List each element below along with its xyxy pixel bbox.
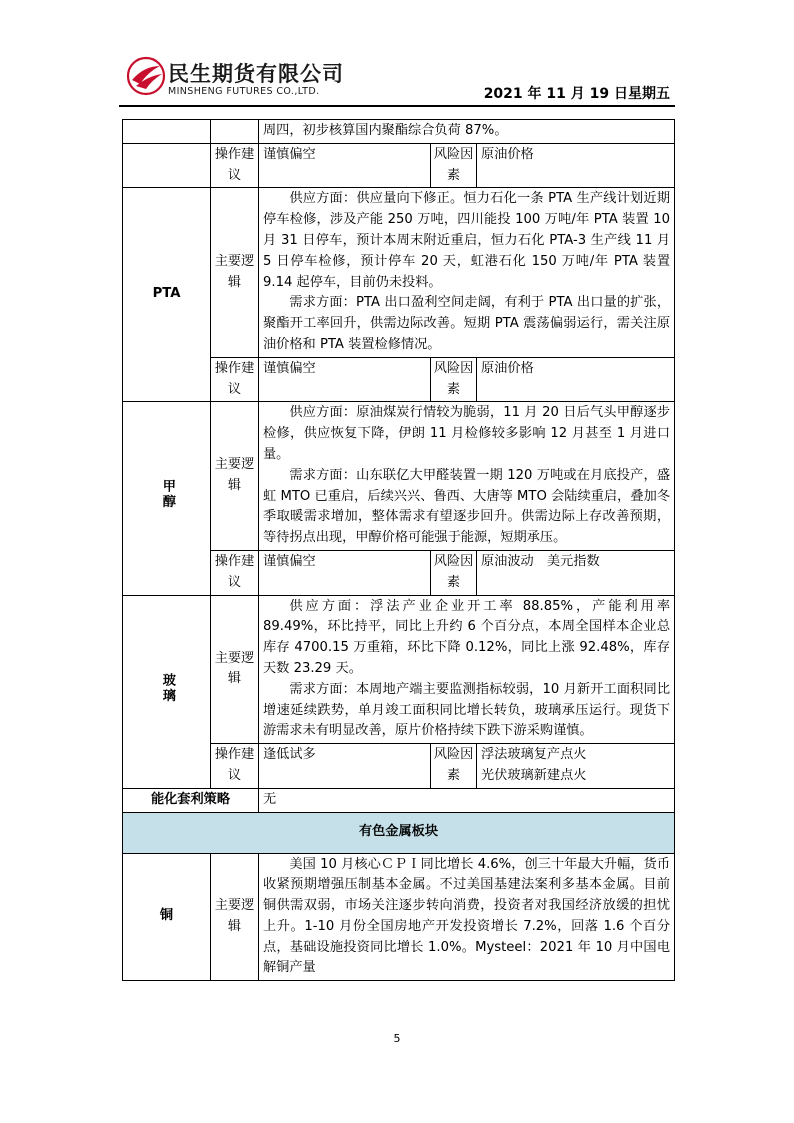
logic-content: [259, 402, 675, 551]
op-value: 谨慎偏空: [259, 143, 431, 188]
risk-label: 风险因素: [431, 550, 477, 595]
logic-label: 主要逻辑: [211, 402, 259, 551]
header-divider: [119, 105, 675, 107]
continued-text: 周四，初步核算国内聚酯综合负荷 87%。: [259, 120, 675, 144]
page-number: 5: [393, 1032, 401, 1045]
glass-title: 玻璃: [159, 672, 175, 703]
risk-value-line: 浮法玻璃复产点火: [481, 747, 587, 763]
product-name-pta: PTA: [123, 188, 211, 402]
product-name-copper: 铜: [123, 853, 211, 981]
table-row: [123, 120, 675, 144]
demand-paragraph: 需求方面：本周地产端主要监测指标较弱，10 月新开工面积同比增速延续跌势，单月竣工面积同比增长转负，玻璃承压运行。现货下游需求未有明显改善，原片价格持续下跌下游采购谨慎。: [263, 681, 671, 739]
demand-paragraph: 需求方面：PTA 出口盈利空间走阔，有利于 PTA 出口量的扩张，聚酯开工率回升，供需边际改善。短期 PTA 震荡偏弱运行，需关注原油价格和 PTA 装置检修情况。: [263, 295, 671, 352]
risk-label: 风险因素: [431, 744, 477, 789]
op-value: 谨慎偏空: [259, 357, 431, 402]
arbitrage-label: 能化套利策略: [123, 788, 259, 812]
op-label: 操作建议: [211, 357, 259, 402]
report-date: 2021 年 11 月 19 日星期五: [483, 86, 670, 102]
table-row: [123, 595, 675, 744]
risk-value-line: 光伏玻璃新建点火: [481, 767, 587, 783]
company-logo: [126, 56, 366, 102]
op-value: 谨慎偏空: [259, 550, 431, 595]
arbitrage-value: 无: [259, 788, 675, 812]
product-name-methanol: [123, 402, 211, 595]
section-title: 有色金属板块: [123, 812, 675, 853]
table-row: [123, 402, 675, 551]
table-row: [123, 143, 675, 188]
table-row: [123, 853, 675, 981]
risk-value: [477, 744, 675, 789]
logic-label: 主要逻辑: [211, 853, 259, 981]
logic-label: 主要逻辑: [211, 188, 259, 357]
op-label: 操作建议: [211, 550, 259, 595]
demand-paragraph: 需求方面：山东联亿大甲醛装置一期 120 万吨或在月底投产，盛虹 MTO 已重启，后续兴兴、鲁西、大唐等 MTO 会陆续重启，叠加冬季取暖需求增加，整体需求有望逐步回升。供需边际上存改善预期，等待拐点出现，甲醇价格可能强于能源，短期承压。: [263, 467, 671, 546]
supply-paragraph: 供应方面：原油煤炭行情较为脆弱，11 月 20 日后气头甲醇逐步检修，供应恢复下降，伊朗 11 月检修较多影响 12 月甚至 1 月进口量。: [263, 405, 671, 462]
risk-label: 风险因素: [431, 143, 477, 188]
op-label: 操作建议: [211, 143, 259, 188]
table-row: [123, 188, 675, 357]
risk-value: 原油波动 美元指数: [477, 550, 675, 595]
supply-paragraph: 供应方面：供应量向下修正。恒力石化一条 PTA 生产线计划近期停车检修，涉及产能 250 万吨，四川能投 100 万吨/年 PTA 装置 10 月 31 日停车，预计本周末附近重启，恒力石化 PTA-3 生产线 11 月 5 日停车检修，预计停车 20 天，虹港石化 150 万吨/年 PTA 装置 9.14 起停车，目前仍未投料。: [263, 191, 671, 290]
logic-label: 主要逻辑: [211, 595, 259, 744]
logic-content: [259, 188, 675, 357]
supply-paragraph: 供应方面：浮法产业企业开工率 88.85%，产能利用率 89.49%，环比持平，同比上升约 6 个百分点，本周全国样本企业总库存 4700.15 万重箱，环比下降 0.12%，同比上涨 92.48%，库存天数 23.29 天。: [263, 598, 671, 676]
risk-value: 原油价格: [477, 357, 675, 402]
logo-chinese-name: 民生期货有限公司: [168, 62, 344, 86]
logic-content: [259, 595, 675, 744]
minsheng-logo-icon: [126, 56, 166, 96]
product-name-glass: [123, 595, 211, 788]
table-row: [123, 788, 675, 812]
strategy-table: [122, 119, 675, 981]
section-header-row: [123, 812, 675, 853]
op-label: 操作建议: [211, 744, 259, 789]
methanol-title: 甲醇: [159, 479, 175, 510]
risk-label: 风险因素: [431, 357, 477, 402]
logic-content: [259, 853, 675, 981]
logo-english-name: MINSHENG FUTURES CO.,LTD.: [168, 86, 320, 97]
copper-paragraph: 美国 10 月核心ＣＰＩ同比增长 4.6%，创三十年最大升幅，货币收紧预期增强压制基本金属。不过美国基建法案利多基本金属。目前铜供需双弱，市场关注逐步转向消费，投资者对我国经济放缓的担忧上升。1-10 月份全国房地产开发投资增长 7.2%，回落 1.6 个百分点，基础设施投资同比增长 1.0%。Mysteel：2021 年 10 月中国电解铜产量: [263, 856, 671, 976]
op-value: 逢低试多: [259, 744, 431, 789]
risk-value: 原油价格: [477, 143, 675, 188]
